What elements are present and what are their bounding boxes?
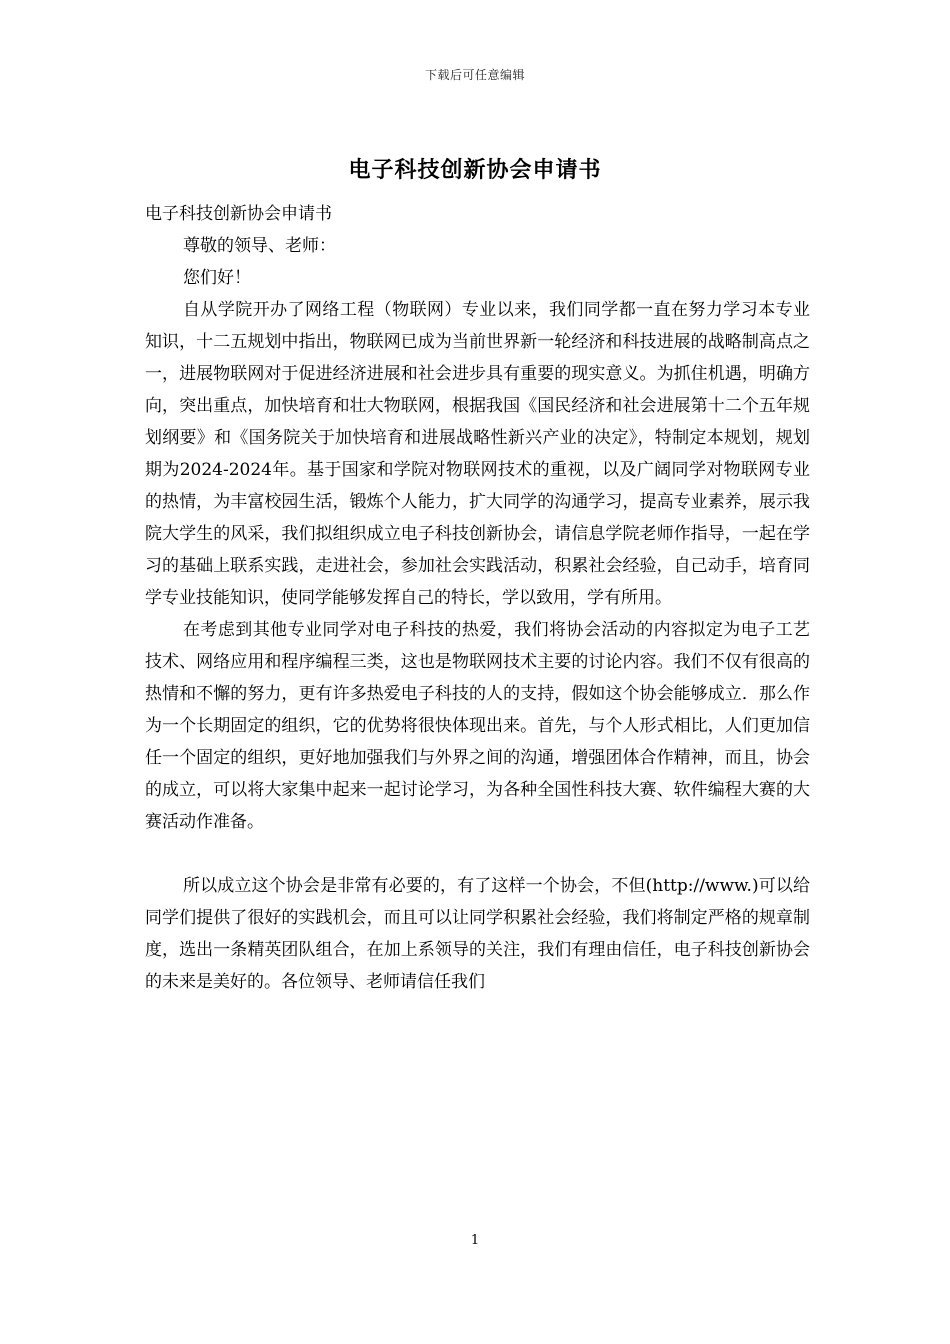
document-body (145, 198, 810, 998)
document-title: 电子科技创新协会申请书 (348, 157, 602, 183)
body-paragraph: 在考虑到其他专业同学对电子科技的热爱，我们将协会活动的内容拟定为电子工艺技术、网络应用和程序编程三类，这也是物联网技术主要的讨论内容。我们不仅有很高的热情和不懈的努力，更有许多热爱电子科技的人的支持，假如这个协会能够成立．那么作为一个长期固定的组织，它的优势将很快体现出来。首先，与个人形式相比，人们更加信任一个固定的组织，更好地加强我们与外界之间的沟通，增强团体合作精神，而且，协会的成立，可以将大家集中起来一起讨论学习，为各种全国性科技大赛、软件编程大赛的大赛活动作准备。 (145, 620, 810, 832)
page-number: 1 (470, 1233, 480, 1248)
body-paragraph: 所以成立这个协会是非常有必要的，有了这样一个协会，不但(http://www.)可以给同学们提供了很好的实践机会，而且可以让同学积累社会经验，我们将制定严格的规章制度，选出一条精英团队组合，在加上系领导的关注，我们有理由信任，电子科技创新协会的未来是美好的。各位领导、老师请信任我们 (145, 876, 810, 992)
subtitle-line: 电子科技创新协会申请书 (145, 204, 332, 224)
greeting: 您们好！ (183, 268, 251, 288)
body-paragraph: 自从学院开办了网络工程（物联网）专业以来，我们同学都一直在努力学习本专业知识，十二五规划中指出，物联网已成为当前世界新一轮经济和科技进展的战略制高点之一，进展物联网对于促进经济进展和社会进步具有重要的现实意义。为抓住机遇，明确方向，突出重点，加快培育和壮大物联网，根据我国《国民经济和社会进展第十二个五年规划纲要》和《国务院关于加快培育和进展战略性新兴产业的决定》，特制定本规划，规划期为2024-2024年。基于国家和学院对物联网技术的重视，以及广阔同学对物联网专业的热情，为丰富校园生活，锻炼个人能力，扩大同学的沟通学习，提高专业素养，展示我院大学生的风采，我们拟组织成立电子科技创新协会，请信息学院老师作指导，一起在学习的基础上联系实践，走进社会，参加社会实践活动，积累社会经验，自己动手，培育同学专业技能知识，使同学能够发挥自己的特长，学以致用，学有所用。 (145, 300, 810, 608)
salutation: 尊敬的领导、老师： (183, 236, 336, 256)
header-note: 下载后可任意编辑 (424, 68, 525, 82)
